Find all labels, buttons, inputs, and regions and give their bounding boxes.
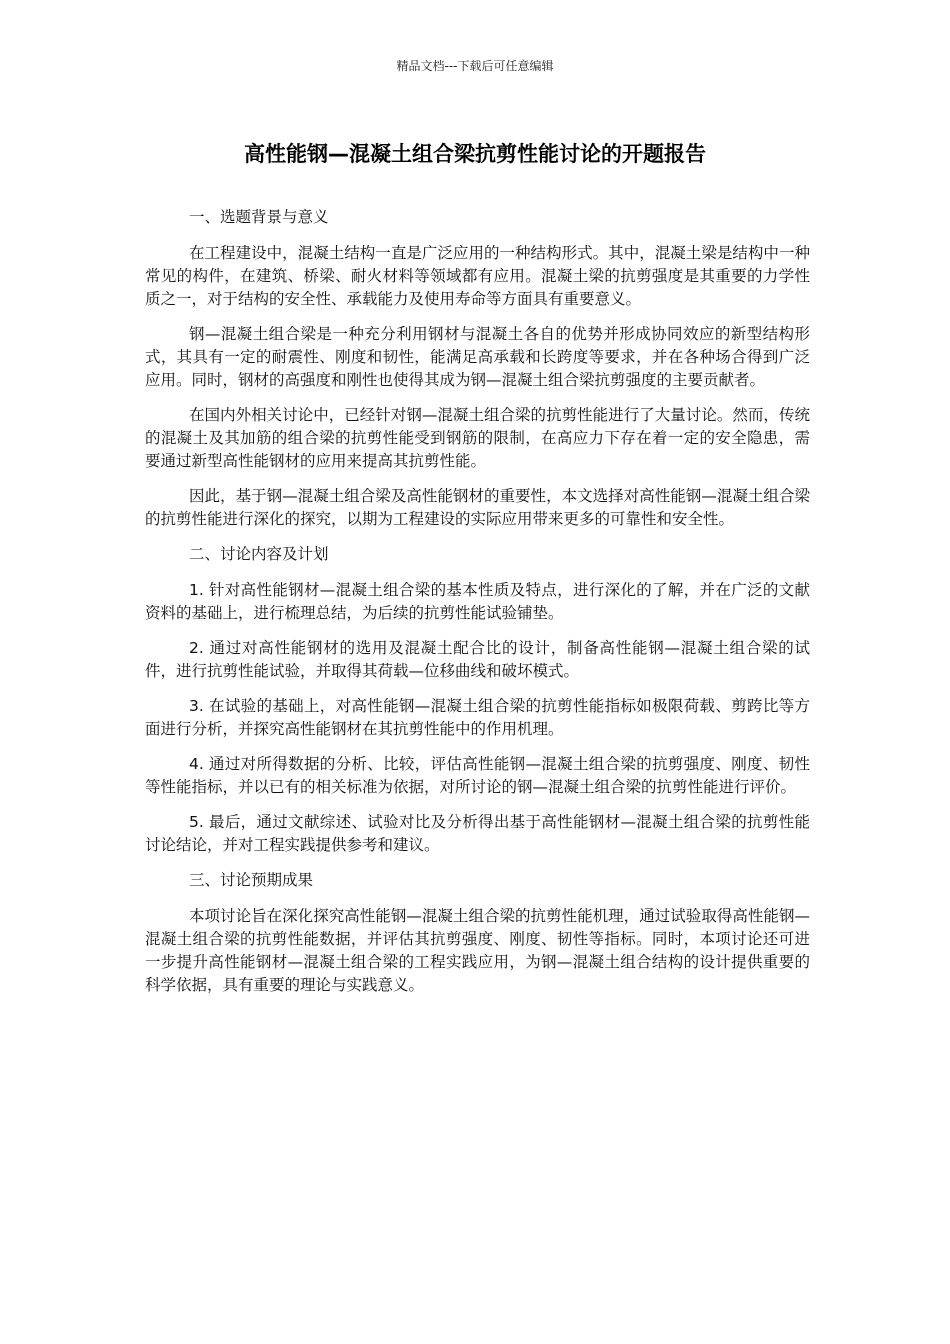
list-item: 2. 通过对高性能钢材的选用及混凝土配合比的设计，制备高性能钢—混凝土组合梁的试件，进行抗剪性能试验，并取得其荷载—位移曲线和破坏模式。 — [145, 639, 810, 680]
paragraph: 在工程建设中，混凝土结构一直是广泛应用的一种结构形式。其中，混凝土梁是结构中一种常见的构件，在建筑、桥梁、耐火材料等领域都有应用。混凝土梁的抗剪强度是其重要的力学性质之一，对于结构的安全性、承载能力及使用寿命等方面具有重要意义。 — [145, 244, 810, 308]
document-body — [145, 206, 810, 1009]
paragraph: 本项讨论旨在深化探究高性能钢—混凝土组合梁的抗剪性能机理，通过试验取得高性能钢—混凝土组合梁的抗剪性能数据，并评估其抗剪强度、刚度、韧性等指标。同时，本项讨论还可进一步提升高性能钢材—混凝土组合梁的工程实践应用，为钢—混凝土组合结构的设计提供重要的科学依据，具有重要的理论与实践意义。 — [145, 907, 810, 994]
section-heading-expected-results: 三、讨论预期成果 — [189, 871, 314, 889]
list-item: 1. 针对高性能钢材—混凝土组合梁的基本性质及特点，进行深化的了解，并在广泛的文献资料的基础上，进行梳理总结，为后续的抗剪性能试验铺垫。 — [145, 581, 810, 622]
list-item: 4. 通过对所得数据的分析、比较，评估高性能钢—混凝土组合梁的抗剪强度、刚度、韧性等性能指标，并以已有的相关标准为依据，对所讨论的钢—混凝土组合梁的抗剪性能进行评价。 — [145, 755, 810, 796]
section-heading-background: 一、选题背景与意义 — [189, 208, 329, 226]
list-item: 5. 最后，通过文献综述、试验对比及分析得出基于高性能钢材—混凝土组合梁的抗剪性能讨论结论，并对工程实践提供参考和建议。 — [145, 813, 810, 854]
document-title: 高性能钢—混凝土组合梁抗剪性能讨论的开题报告 — [244, 142, 706, 166]
list-item: 3. 在试验的基础上，对高性能钢—混凝土组合梁的抗剪性能指标如极限荷载、剪跨比等方面进行分析，并探究高性能钢材在其抗剪性能中的作用机理。 — [145, 697, 810, 738]
paragraph: 在国内外相关讨论中，已经针对钢—混凝土组合梁的抗剪性能进行了大量讨论。然而，传统的混凝土及其加筋的组合梁的抗剪性能受到钢筋的限制，在高应力下存在着一定的安全隐患，需要通过新型高性能钢材的应用来提高其抗剪性能。 — [145, 406, 810, 470]
paragraph: 钢—混凝土组合梁是一种充分利用钢材与混凝土各自的优势并形成协同效应的新型结构形式，其具有一定的耐震性、刚度和韧性，能满足高承载和长跨度等要求，并在各种场合得到广泛应用。同时，钢材的高强度和刚性也使得其成为钢—混凝土组合梁抗剪强度的主要贡献者。 — [145, 325, 810, 389]
header-note: 精品文档---下载后可任意编辑 — [396, 59, 554, 73]
section-heading-content-plan: 二、讨论内容及计划 — [189, 545, 329, 563]
paragraph: 因此，基于钢—混凝土组合梁及高性能钢材的重要性，本文选择对高性能钢—混凝土组合梁的抗剪性能进行深化的探究，以期为工程建设的实际应用带来更多的可靠性和安全性。 — [145, 487, 810, 528]
